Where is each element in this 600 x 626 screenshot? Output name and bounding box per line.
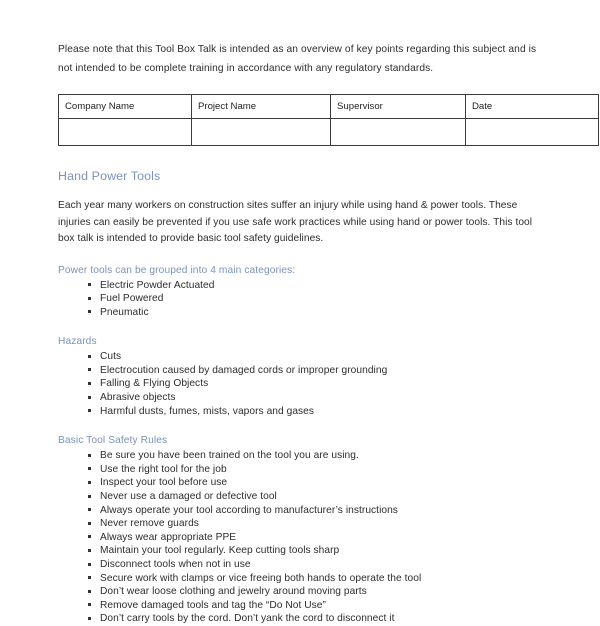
bullet-icon xyxy=(88,355,91,358)
table-header-row xyxy=(59,95,599,119)
list-item-label: Don’t carry tools by the cord. Don’t yank the cord to disconnect it xyxy=(100,613,395,625)
list-item xyxy=(58,612,546,626)
list-item xyxy=(58,279,546,293)
table-cell-date[interactable] xyxy=(466,119,599,146)
bullet-icon xyxy=(88,603,91,606)
table-cell-project-name[interactable] xyxy=(192,119,331,146)
bullet-icon xyxy=(88,454,91,457)
bullet-icon xyxy=(88,310,91,313)
list-item xyxy=(58,572,546,586)
table-header-supervisor: Supervisor xyxy=(331,95,466,119)
bullet-icon xyxy=(88,368,91,371)
table-header-company-name: Company Name xyxy=(59,95,192,119)
section-hazards xyxy=(58,335,546,418)
table-row xyxy=(59,119,599,146)
list-item xyxy=(58,292,546,306)
list-item xyxy=(58,544,546,558)
list-item xyxy=(58,405,546,419)
project-info-table xyxy=(58,94,599,146)
list-item-label: Cuts xyxy=(100,351,122,363)
bullet-icon xyxy=(88,508,91,511)
bullet-icon xyxy=(88,590,91,593)
disclaimer-paragraph: Please note that this Tool Box Talk is intended as an overview of key points regarding this subject and is not intended to be complete training in accordance with any regulatory standards. xyxy=(58,44,537,74)
list-item-label: Never use a damaged or defective tool xyxy=(100,491,277,503)
page-title: Hand Power Tools xyxy=(58,169,161,183)
bullet-icon xyxy=(88,495,91,498)
list-item-label: Remove damaged tools and tag the “Do Not Use” xyxy=(100,599,326,611)
list-item xyxy=(58,463,546,477)
list-item xyxy=(58,364,546,378)
document-content xyxy=(58,40,546,626)
intro-body-paragraph: Each year many workers on construction sites suffer an injury while using hand & power tools. These injuries can easily be prevented if you use safe work practices while using hand or power tools. This tool box talk is intended to provide basic tool safety guidelines. xyxy=(58,200,533,244)
list-item xyxy=(58,504,546,518)
list-item xyxy=(58,490,546,504)
list-hazards xyxy=(58,350,546,418)
list-item-label: Electric Powder Actuated xyxy=(100,279,215,291)
section-safety-rules xyxy=(58,434,546,626)
table-cell-company-name[interactable] xyxy=(59,119,192,146)
list-item-label: Falling & Flying Objects xyxy=(100,378,209,390)
list-item xyxy=(58,599,546,613)
bullet-icon xyxy=(88,382,91,385)
section-heading-categories: Power tools can be grouped into 4 main categories: xyxy=(58,264,296,276)
list-item xyxy=(58,476,546,490)
bullet-icon xyxy=(88,549,91,552)
list-item-label: Harmful dusts, fumes, mists, vapors and gases xyxy=(100,405,315,417)
list-item xyxy=(58,558,546,572)
list-item xyxy=(58,377,546,391)
list-item xyxy=(58,391,546,405)
list-item-label: Inspect your tool before use xyxy=(100,477,228,489)
list-categories xyxy=(58,279,546,320)
table-header-date: Date xyxy=(466,95,599,119)
bullet-icon xyxy=(88,563,91,566)
list-item xyxy=(58,449,546,463)
bullet-icon xyxy=(88,535,91,538)
bullet-icon xyxy=(88,283,91,286)
list-item-label: Pneumatic xyxy=(100,306,149,318)
bullet-icon xyxy=(88,617,91,620)
bullet-icon xyxy=(88,409,91,412)
list-item-label: Fuel Powered xyxy=(100,293,164,305)
bullet-icon xyxy=(88,396,91,399)
list-item xyxy=(58,585,546,599)
list-item-label: Always wear appropriate PPE xyxy=(100,531,237,543)
list-item-label: Electrocution caused by damaged cords or improper grounding xyxy=(100,364,388,376)
list-item xyxy=(58,517,546,531)
list-item xyxy=(58,350,546,364)
list-item-label: Always operate your tool according to manufacturer’s instructions xyxy=(100,504,398,516)
table-cell-supervisor[interactable] xyxy=(331,119,466,146)
list-item-label: Use the right tool for the job xyxy=(100,463,227,475)
bullet-icon xyxy=(88,522,91,525)
list-item-label: Don’t wear loose clothing and jewelry around moving parts xyxy=(100,586,367,598)
list-item xyxy=(58,306,546,320)
section-heading-safety-rules: Basic Tool Safety Rules xyxy=(58,435,168,447)
bullet-icon xyxy=(88,297,91,300)
bullet-icon xyxy=(88,467,91,470)
bullet-icon xyxy=(88,576,91,579)
list-item-label: Never remove guards xyxy=(100,518,199,530)
list-item-label: Disconnect tools when not in use xyxy=(100,559,251,570)
list-item xyxy=(58,531,546,545)
list-safety-rules xyxy=(58,449,546,626)
section-heading-hazards: Hazards xyxy=(58,336,97,348)
bullet-icon xyxy=(88,481,91,484)
table-header-project-name: Project Name xyxy=(192,95,331,119)
list-item-label: Be sure you have been trained on the tool you are using. xyxy=(100,450,359,462)
list-item-label: Secure work with clamps or vice freeing both hands to operate the tool xyxy=(100,572,422,584)
list-item-label: Maintain your tool regularly. Keep cutting tools sharp xyxy=(100,545,340,557)
section-categories xyxy=(58,264,546,320)
list-item-label: Abrasive objects xyxy=(100,392,176,404)
